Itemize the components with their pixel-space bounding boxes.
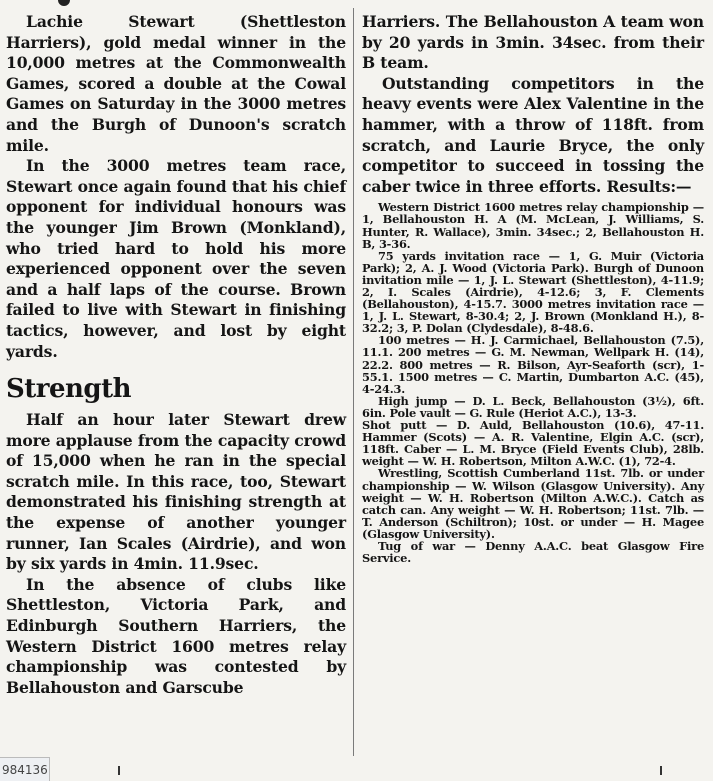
results-entry: Tug of war — Denny A.A.C. beat Glasgow Fire Service. — [362, 538, 704, 566]
article-paragraph: Outstanding competitors in the heavy events were Alex Valentine in the hammer, with a throw of 118ft. from scratch, and Laurie Bryce, the only competitor to succeed in tossing the caber twice in three efforts. Results:— — [362, 73, 704, 196]
results-entry: 75 yards invitation race — 1, G. Muir (Victoria Park); 2, A. J. Wood (Victoria Park). Burgh of Dunoon invitation mile — 1, J. L. Stewart (Shettleston), 4-11.9; 2, I. Scales (Airdrie), 4-12.6; 3, F. Clements (Bellahouston), 4-15.7. 3000 metres invitation race — 1, J. L. Stewart, 8-30.4; 2, J. Brown (Monkland H.), 8-32.2; 3, P. Dolan (Clydesdale), 8-48.6. — [362, 248, 704, 336]
column-divider — [353, 8, 354, 756]
results-entry: Shot putt — D. Auld, Bellahouston (10.6), 47-11. Hammer (Scots) — A. R. Valentine, Elgin A.C. (scr), 118ft. Caber — L. M. Bryce (Field Events Club), 28lb. weight — W. H. Robertson, Milton A.W.C. (1), 72-4. — [362, 418, 704, 469]
results-entry: Wrestling, Scottish Cumberland 11st. 7lb. or under championship — W. Wilson (Glasgow University). Any weight — W. H. Robertson (Milton A.W.C.). Catch as catch can. Any weight — W. H. Robertson; 11st. 7lb. — T. Anderson (Schiltron); 10st. or under — H. Magee (Glasgow University). — [362, 466, 704, 541]
article-paragraph: In the 3000 metres team race, Stewart once again found that his chief opponent for individual honours was the younger Jim Brown (Monkland), who tried hard to hold his more experienced opponent over the seven and a half laps of the course. Brown failed to live with Stewart in finishing tactics, however, and lost by eight yards. — [6, 156, 346, 361]
article-paragraph: Lachie Stewart (Shettleston Harriers), gold medal winner in the 10,000 metres at the Commonwealth Games, scored a double at the Cowal Games on Saturday in the 3000 metres and the Burgh of Dunoon's scratch mile. — [6, 12, 346, 155]
article-paragraph: Harriers. The Bellahouston A team won by 20 yards in 3min. 34sec. from their B team. — [362, 12, 704, 73]
results-entry: 100 metres — H. J. Carmichael, Bellahouston (7.5), 11.1. 200 metres — G. M. Newman, Wellpark H. (14), 22.2. 800 metres — R. Bilson, Ayr-Seaforth (scr), 1-55.1. 1500 metres — C. Martin, Dumbarton A.C. (45), 4-24.3. — [362, 333, 704, 396]
section-heading: Strength — [6, 374, 132, 405]
image-id-label: 984136 — [0, 757, 50, 781]
print-speck — [660, 766, 662, 775]
right-column — [362, 12, 704, 564]
results-list — [362, 201, 704, 564]
article-paragraph: In the absence of clubs like Shettleston, Victoria Park, and Edinburgh Southern Harriers, the Western District 1600 metres relay championship was contested by Bellahouston and Garscube — [6, 574, 346, 697]
print-speck — [118, 766, 120, 775]
cropped-headline-fragment — [58, 0, 70, 6]
results-entry: High jump — D. L. Beck, Bellahouston (3½), 6ft. 6in. Pole vault — G. Rule (Heriot A.C.), 13-3. — [362, 393, 704, 420]
article-paragraph: Half an hour later Stewart drew more applause from the capacity crowd of 15,000 when he ran in the special scratch mile. In this race, too, Stewart demonstrated his finishing strength at the expense of another younger runner, Ian Scales (Airdrie), and won by six yards in 4min. 11.9sec. — [6, 410, 346, 574]
results-entry: Western District 1600 metres relay championship — 1, Bellahouston H. A (M. McLean, J. Williams, S. Hunter, R. Wallace), 3min. 34sec.; 2, Bellahouston H. B, 3-36. — [362, 200, 704, 251]
left-column — [6, 12, 346, 698]
